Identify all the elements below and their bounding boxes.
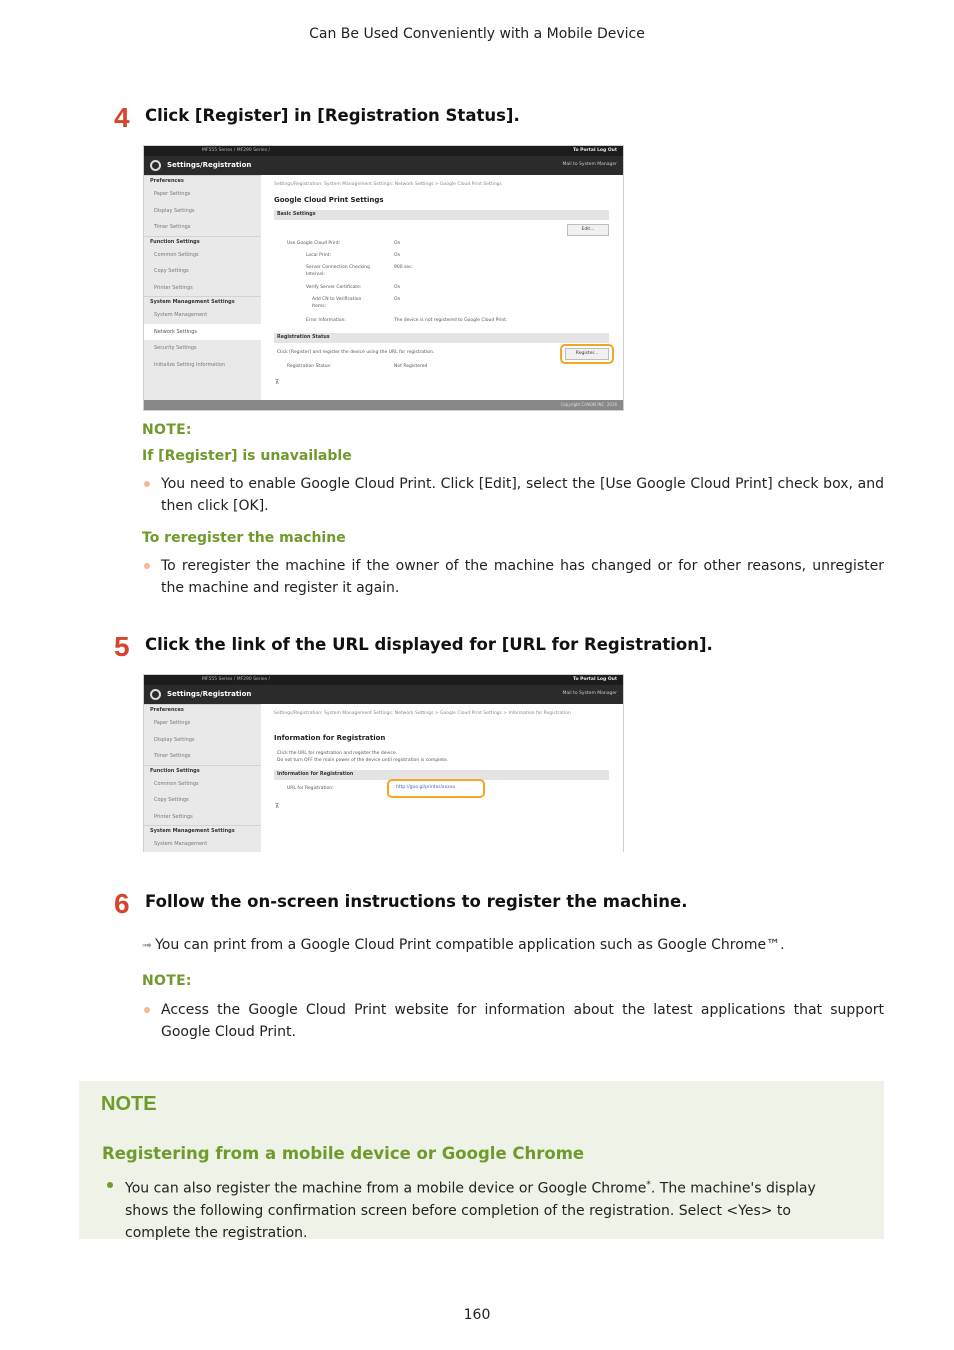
ui-titlebar <box>144 156 623 175</box>
ui-label: URL for Registration: <box>287 786 334 791</box>
ui-breadcrumb: Settings/Registration: System Management Settings: Network Settings > Google Cloud Print Settings > Information for Registration <box>274 711 571 716</box>
ui-label: Items: <box>312 304 327 309</box>
ui-topbar <box>144 146 623 156</box>
ui-mail-link: Mail to System Manager <box>562 162 617 167</box>
note-box-text-b: . The machine's display shows the following confirmation screen before completion of the registration. Select <Yes> to complete the registration. <box>125 1180 816 1241</box>
sidebar-group: Function Settings <box>144 236 261 247</box>
url-highlight <box>387 779 485 798</box>
settings-gear-icon <box>150 160 161 171</box>
sidebar-item: Timer Settings <box>154 753 191 759</box>
note-subheading: To reregister the machine <box>142 530 346 546</box>
ui-footer <box>144 400 623 410</box>
ui-information-bar: Information for Registration <box>274 770 609 780</box>
sidebar-item: Timer Settings <box>154 224 191 230</box>
ui-content <box>261 704 623 852</box>
ui-value: 900 sec. <box>394 265 414 270</box>
sidebar-group: System Management Settings <box>144 825 261 836</box>
sidebar-group: Preferences <box>144 175 261 186</box>
ui-top-links: To Portal Log Out <box>573 148 617 153</box>
sidebar-item: System Management <box>154 312 208 318</box>
ui-title: Settings/Registration <box>167 161 252 169</box>
sidebar-item: Display Settings <box>154 736 195 743</box>
note-bullet: To reregister the machine if the owner of the machine has changed or for other reasons, unregister the machine and register it again. <box>142 555 884 599</box>
step-instruction: Follow the on-screen instructions to register the machine. <box>145 892 688 911</box>
sidebar-item: Printer Settings <box>154 813 193 820</box>
ui-label: Error Information: <box>306 318 346 323</box>
sidebar-item: Paper Settings <box>154 720 191 726</box>
page-number: 160 <box>463 1307 491 1323</box>
sidebar-item: Copy Settings <box>154 268 189 274</box>
ui-label: Interval: <box>306 272 325 277</box>
ui-breadcrumb: Settings/Registration: System Management Settings: Network Settings > Google Cloud Print Settings <box>274 182 502 187</box>
note-box-bullet <box>107 1174 847 1244</box>
ui-heading: Information for Registration <box>274 734 386 742</box>
ui-basic-settings-bar: Basic Settings <box>274 210 609 220</box>
ui-label: Server Connection Checking <box>306 265 370 270</box>
note-label: NOTE: <box>142 973 192 989</box>
ui-titlebar <box>144 685 623 704</box>
note-bullet: Access the Google Cloud Print website for information about the latest applications that support Google Cloud Print. <box>142 999 884 1043</box>
sidebar-item: Display Settings <box>154 207 195 214</box>
ui-top-links: To Portal Log Out <box>573 677 617 682</box>
note-box <box>79 1081 884 1239</box>
ui-value: Not Registered <box>394 364 428 369</box>
step-number: 6 <box>114 888 130 919</box>
ui-heading: Google Cloud Print Settings <box>274 196 384 204</box>
scroll-top-icon: ⊼ <box>275 803 280 810</box>
ui-model-name: MF555 Series / MF290 Series / <box>202 148 270 153</box>
sidebar-item: Security Settings <box>154 345 197 351</box>
ui-label: Use Google Cloud Print: <box>287 241 341 246</box>
ui-mail-link: Mail to System Manager <box>562 691 617 696</box>
ui-register-button: Register... <box>565 348 609 360</box>
sidebar-item: Initialize Setting Information <box>154 361 225 368</box>
step-result <box>142 937 785 953</box>
ui-model-name: MF555 Series / MF290 Series / <box>202 677 270 682</box>
ui-register-instruction: Click [Register] and register the device using the URL for registration. <box>277 350 435 355</box>
sidebar-group: Preferences <box>144 704 261 715</box>
step-instruction: Click [Register] in [Registration Status]. <box>145 106 520 125</box>
step-instruction: Click the link of the URL displayed for [URL for Registration]. <box>145 635 713 654</box>
scroll-top-icon: ⊼ <box>275 379 280 386</box>
ui-value: On <box>394 285 401 290</box>
ui-label: Local Print: <box>306 253 331 258</box>
sidebar-item: Copy Settings <box>154 797 189 803</box>
step-number: 5 <box>114 631 130 662</box>
note-box-subtitle: Registering from a mobile device or Google Chrome <box>102 1144 585 1163</box>
sidebar-item-network-active: Network Settings <box>144 324 261 341</box>
ui-edit-button: Edit... <box>567 224 609 236</box>
ui-registration-url-link: http://goo.gl/printer/xxxxx <box>396 785 456 790</box>
ui-value: On <box>394 297 401 302</box>
ui-label: Add CN to Verification <box>312 297 362 302</box>
register-highlight <box>560 344 614 364</box>
ui-topbar <box>144 675 623 685</box>
note-box-text-a: You can also register the machine from a mobile device or Google Chrome <box>125 1180 647 1197</box>
result-text: You can print from a Google Cloud Print compatible application such as Google Chrome™. <box>155 937 785 953</box>
step-number: 4 <box>114 102 130 133</box>
ui-registration-status-bar: Registration Status <box>274 333 609 343</box>
screenshot-information-for-registration <box>143 674 624 852</box>
sidebar-item: System Management <box>154 841 208 847</box>
ui-instruction: Click the URL for registration and register the device. <box>277 751 398 756</box>
sidebar-item: Common Settings <box>154 251 199 258</box>
ui-value: On <box>394 253 401 258</box>
sidebar-item: Paper Settings <box>154 191 191 197</box>
note-subheading: If [Register] is unavailable <box>142 448 352 464</box>
ui-value: The device is not registered to Google Cloud Print. <box>394 318 508 323</box>
running-header: Can Be Used Conveniently with a Mobile Device <box>309 26 645 42</box>
result-arrow-icon: ➟ <box>142 938 153 952</box>
note-bullet: You need to enable Google Cloud Print. Click [Edit], select the [Use Google Cloud Print] check box, and then click [OK]. <box>142 473 884 517</box>
ui-sidebar <box>144 704 261 852</box>
ui-instruction: Do not turn OFF the main power of the device until registration is complete. <box>277 758 449 763</box>
ui-copyright: Copyright CANON INC. 2016 <box>560 402 617 407</box>
ui-label: Registration Status: <box>287 364 332 369</box>
ui-content <box>261 175 623 410</box>
sidebar-group: System Management Settings <box>144 296 261 307</box>
note-box-title: NOTE <box>101 1093 157 1115</box>
footnote-marker: * <box>646 1180 651 1190</box>
sidebar-item: Printer Settings <box>154 284 193 291</box>
ui-sidebar <box>144 175 261 410</box>
ui-title: Settings/Registration <box>167 690 252 698</box>
screenshot-google-cloud-print-settings <box>143 145 624 411</box>
sidebar-group: Function Settings <box>144 765 261 776</box>
ui-label: Verify Server Certificate: <box>306 285 362 290</box>
settings-gear-icon <box>150 689 161 700</box>
ui-value: On <box>394 241 401 246</box>
note-label: NOTE: <box>142 422 192 438</box>
sidebar-item: Common Settings <box>154 780 199 787</box>
